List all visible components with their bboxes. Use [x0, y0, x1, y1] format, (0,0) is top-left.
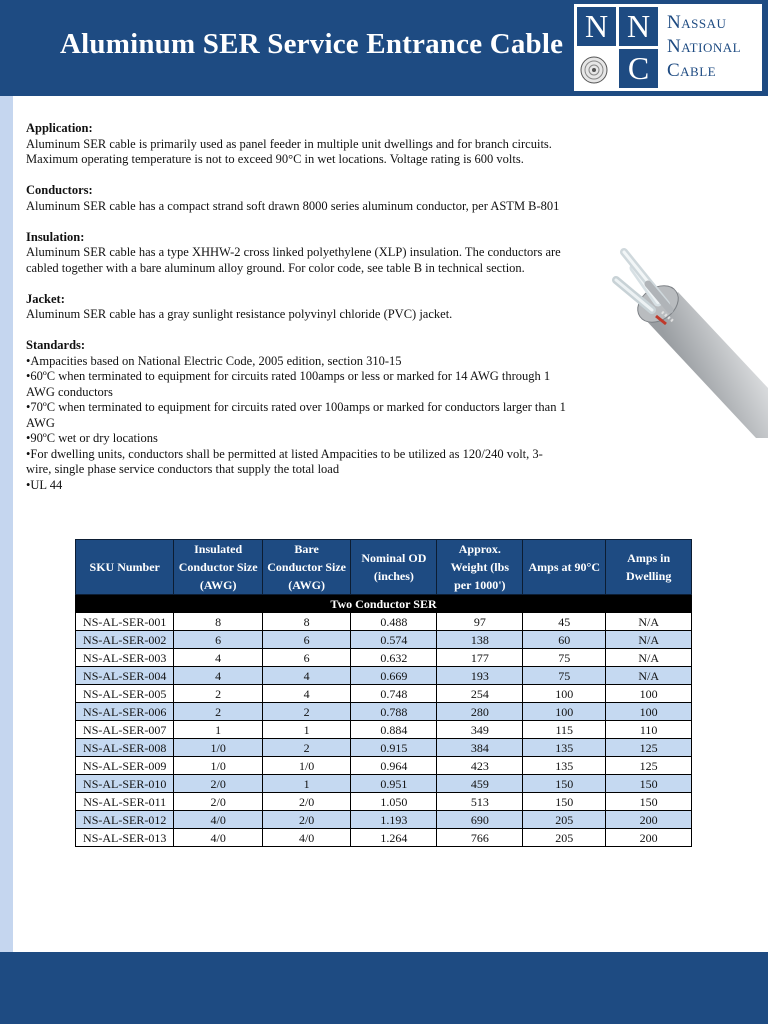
product-description [26, 121, 566, 509]
company-logo [573, 3, 763, 92]
logo-letter-n2: N [619, 7, 658, 46]
table-row [76, 739, 692, 757]
table-cell: 2 [262, 703, 350, 721]
table-cell: 0.632 [351, 649, 437, 667]
col-bare-size: Bare Conductor Size (AWG) [262, 540, 350, 595]
logo-line-2: National [667, 36, 742, 57]
col-amps-90c: Amps at 90°C [523, 540, 606, 595]
standards-bullet: • 60ºC when terminated to equipment for circuits rated 100amps or less or marked for 14 AWG through 1 AWG conductors [26, 369, 566, 400]
table-cell: 4/0 [262, 829, 350, 847]
table-row [76, 685, 692, 703]
table-group-row [76, 595, 692, 613]
insulation-section [26, 230, 566, 277]
table-cell: 150 [606, 793, 692, 811]
table-cell: 1 [262, 721, 350, 739]
table-cell: 1 [174, 721, 262, 739]
table-cell: NS-AL-SER-013 [76, 829, 174, 847]
conductors-text: Aluminum SER cable has a compact strand soft drawn 8000 series aluminum conductor, per ASTM B-801 [26, 198, 560, 213]
table-cell: 200 [606, 811, 692, 829]
logo-wordmark [667, 11, 741, 83]
table-row [76, 649, 692, 667]
table-cell: NS-AL-SER-002 [76, 631, 174, 649]
page-footer [0, 952, 768, 1024]
table-cell: 205 [523, 811, 606, 829]
table-cell: N/A [606, 631, 692, 649]
table-cell: 100 [523, 685, 606, 703]
table-cell: 1.264 [351, 829, 437, 847]
application-heading: Application: [26, 121, 93, 135]
table-row [76, 721, 692, 739]
table-cell: 150 [606, 775, 692, 793]
table-row [76, 775, 692, 793]
group-label: Two Conductor SER [76, 595, 692, 613]
table-cell: N/A [606, 613, 692, 631]
logo-line-3: Cable [667, 60, 717, 81]
table-cell: 150 [523, 793, 606, 811]
jacket-section [26, 292, 566, 323]
table-cell: 2/0 [174, 775, 262, 793]
standards-bullet: • Ampacities based on National Electric Code, 2005 edition, section 310-15 [26, 354, 566, 370]
page-header [0, 0, 768, 96]
table-cell: 2 [262, 739, 350, 757]
table-row [76, 757, 692, 775]
table-cell: 690 [437, 811, 523, 829]
table-cell: 0.788 [351, 703, 437, 721]
table-cell: NS-AL-SER-012 [76, 811, 174, 829]
table-cell: 766 [437, 829, 523, 847]
table-cell: 8 [262, 613, 350, 631]
table-cell: 423 [437, 757, 523, 775]
table-header-row [76, 540, 692, 595]
table-cell: 280 [437, 703, 523, 721]
table-cell: NS-AL-SER-005 [76, 685, 174, 703]
table-row [76, 793, 692, 811]
table-cell: 6 [262, 631, 350, 649]
jacket-text: Aluminum SER cable has a gray sunlight resistance polyvinyl chloride (PVC) jacket. [26, 307, 453, 321]
table-row [76, 631, 692, 649]
table-cell: 100 [606, 685, 692, 703]
table-cell: 4 [262, 685, 350, 703]
table-cell: 75 [523, 667, 606, 685]
logo-line-1: Nassau [667, 12, 727, 33]
table-cell: 384 [437, 739, 523, 757]
table-cell: 4 [174, 667, 262, 685]
table-cell: 4 [174, 649, 262, 667]
table-cell: NS-AL-SER-010 [76, 775, 174, 793]
table-cell: 110 [606, 721, 692, 739]
table-cell: 205 [523, 829, 606, 847]
specifications-table [75, 539, 692, 847]
standards-bullet: • 90ºC wet or dry locations [26, 431, 566, 447]
table-cell: 2 [174, 703, 262, 721]
table-cell: 1 [262, 775, 350, 793]
table-row [76, 613, 692, 631]
table-cell: 135 [523, 739, 606, 757]
table-cell: 254 [437, 685, 523, 703]
standards-bullet: • UL 44 [26, 478, 566, 494]
table-cell: 0.748 [351, 685, 437, 703]
table-cell: 125 [606, 739, 692, 757]
table-cell: 0.669 [351, 667, 437, 685]
col-nominal-od: Nominal OD (inches) [351, 540, 437, 595]
table-row [76, 667, 692, 685]
table-cell: 75 [523, 649, 606, 667]
logo-letter-n1: N [577, 7, 616, 46]
col-amps-dwelling: Amps in Dwelling [606, 540, 692, 595]
table-cell: 138 [437, 631, 523, 649]
table-cell: NS-AL-SER-004 [76, 667, 174, 685]
table-cell: 0.488 [351, 613, 437, 631]
page-title: Aluminum SER Service Entrance Cable [60, 28, 564, 60]
table-row [76, 829, 692, 847]
table-cell: 45 [523, 613, 606, 631]
standards-bullet: • For dwelling units, conductors shall be permitted at listed Ampacities to be utilized as 120/240 volt, 3-wire, single phase service conductors that supply the total load [26, 447, 566, 478]
table-row [76, 811, 692, 829]
table-cell: 8 [174, 613, 262, 631]
table-cell: NS-AL-SER-001 [76, 613, 174, 631]
insulation-line-2: cabled together with a bare aluminum alloy ground. For color code, see table B in technical section. [26, 260, 525, 275]
standards-section [26, 338, 566, 493]
table-cell: NS-AL-SER-007 [76, 721, 174, 739]
col-insulated-size: Insulated Conductor Size (AWG) [174, 540, 262, 595]
table-cell: 100 [523, 703, 606, 721]
conductors-heading: Conductors: [26, 183, 93, 197]
table-cell: N/A [606, 667, 692, 685]
table-cell: 125 [606, 757, 692, 775]
table-cell: 1.050 [351, 793, 437, 811]
table-cell: 97 [437, 613, 523, 631]
table-cell: 4 [262, 667, 350, 685]
table-cell: 150 [523, 775, 606, 793]
table-cell: 2 [174, 685, 262, 703]
table-cell: NS-AL-SER-008 [76, 739, 174, 757]
table-cell: 2/0 [174, 793, 262, 811]
table-cell: 1/0 [174, 739, 262, 757]
table-cell: NS-AL-SER-011 [76, 793, 174, 811]
cable-image [596, 238, 768, 438]
table-row [76, 703, 692, 721]
table-cell: 1.193 [351, 811, 437, 829]
table-cell: 1/0 [174, 757, 262, 775]
table-cell: 135 [523, 757, 606, 775]
table-cell: 6 [262, 649, 350, 667]
table-cell: 0.574 [351, 631, 437, 649]
table-cell: N/A [606, 649, 692, 667]
col-sku: SKU Number [76, 540, 174, 595]
table-cell: 60 [523, 631, 606, 649]
table-cell: 2/0 [262, 811, 350, 829]
table-cell: 100 [606, 703, 692, 721]
jacket-heading: Jacket: [26, 291, 65, 306]
table-cell: 6 [174, 631, 262, 649]
application-line-2: Maximum operating temperature is not to exceed 90°C in wet locations. Voltage rating is 600 volts. [26, 152, 524, 166]
table-cell: 2/0 [262, 793, 350, 811]
table-cell: 513 [437, 793, 523, 811]
table-cell: 200 [606, 829, 692, 847]
application-section [26, 121, 566, 168]
cable-reel-icon [577, 49, 616, 88]
left-accent-stripe [0, 96, 13, 952]
table-cell: NS-AL-SER-006 [76, 703, 174, 721]
standards-bullet: • 70ºC when terminated to equipment for circuits rated over 100amps or marked for conductors larger than 1 AWG [26, 400, 566, 431]
table-cell: 193 [437, 667, 523, 685]
col-weight: Approx. Weight (lbs per 1000') [437, 540, 523, 595]
table-cell: 0.964 [351, 757, 437, 775]
table-cell: 4/0 [174, 811, 262, 829]
table-cell: 4/0 [174, 829, 262, 847]
table-cell: 459 [437, 775, 523, 793]
insulation-heading: Insulation: [26, 229, 85, 244]
table-cell: 177 [437, 649, 523, 667]
table-cell: NS-AL-SER-003 [76, 649, 174, 667]
table-cell: 0.884 [351, 721, 437, 739]
conductors-section [26, 183, 566, 214]
insulation-line-1: Aluminum SER cable has a type XHHW-2 cross linked polyethylene (XLP) insulation. The conductors are [26, 245, 561, 259]
table-cell: 0.915 [351, 739, 437, 757]
table-cell: 115 [523, 721, 606, 739]
application-line-1: Aluminum SER cable is primarily used as panel feeder in multiple unit dwellings and for branch circuits. [26, 136, 552, 151]
logo-mark [577, 7, 659, 89]
standards-heading: Standards: [26, 338, 86, 352]
logo-letter-c: C [619, 49, 658, 88]
table-cell: 1/0 [262, 757, 350, 775]
table-cell: NS-AL-SER-009 [76, 757, 174, 775]
table-cell: 349 [437, 721, 523, 739]
table-cell: 0.951 [351, 775, 437, 793]
